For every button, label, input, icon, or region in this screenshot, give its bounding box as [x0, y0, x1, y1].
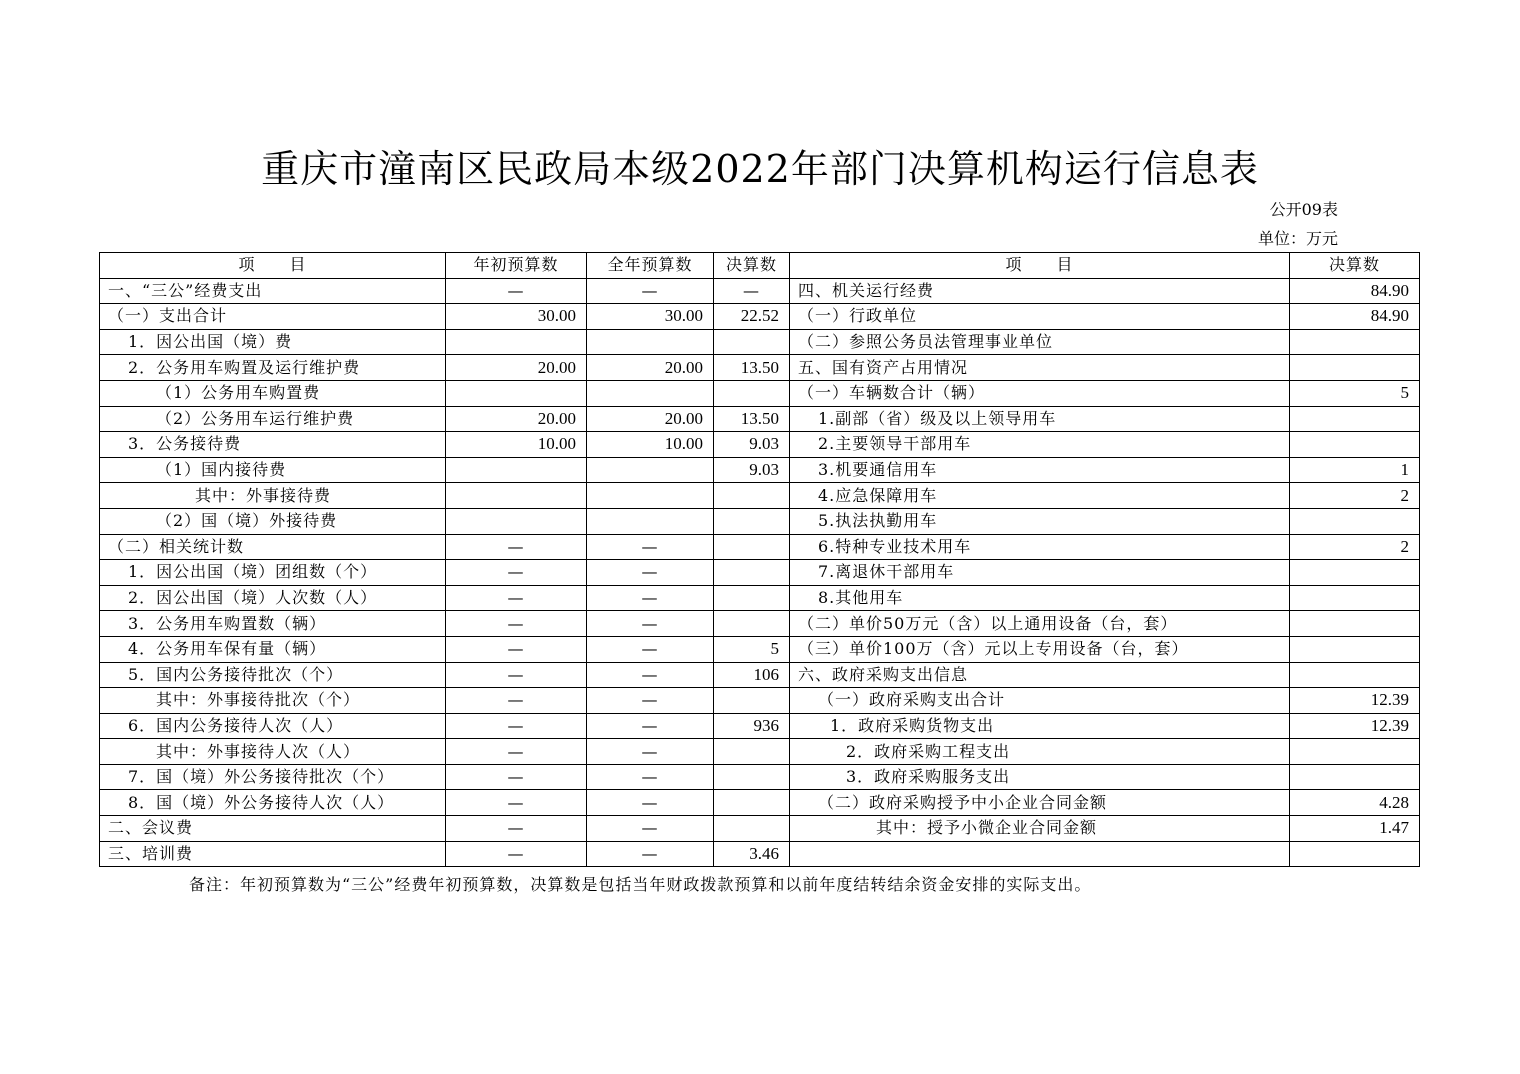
row-item-right: 2．政府采购工程支出: [790, 739, 1290, 765]
table-row: [100, 329, 1420, 355]
row-final: [714, 816, 790, 842]
table-row: [100, 790, 1420, 816]
row-budget-full: —: [587, 636, 714, 662]
row-item-right: 6.特种专业技术用车: [790, 534, 1290, 560]
header-budget-initial: 年初预算数: [446, 253, 587, 279]
row-budget-full: [587, 508, 714, 534]
row-final: [714, 483, 790, 509]
row-budget-initial: —: [446, 611, 587, 637]
row-budget-initial: 20.00: [446, 406, 587, 432]
row-budget-full: —: [587, 611, 714, 637]
table-row: [100, 508, 1420, 534]
table-row: [100, 739, 1420, 765]
row-item-left: 7．国（境）外公务接待批次（个）: [100, 764, 446, 790]
row-final-right: 12.39: [1290, 688, 1420, 714]
table-row: [100, 636, 1420, 662]
row-item-right: 3．政府采购服务支出: [790, 764, 1290, 790]
row-final-right: 2: [1290, 534, 1420, 560]
row-final: 9.03: [714, 432, 790, 458]
row-item-left: 一、“三公”经费支出: [100, 278, 446, 304]
row-item-right: （一）车辆数合计（辆）: [790, 380, 1290, 406]
table-row: [100, 355, 1420, 381]
row-item-right: （二）单价50万元（含）以上通用设备（台，套）: [790, 611, 1290, 637]
row-final: [714, 764, 790, 790]
row-final: [714, 329, 790, 355]
row-budget-initial: [446, 508, 587, 534]
row-budget-initial: —: [446, 713, 587, 739]
row-item-left: （1）国内接待费: [100, 457, 446, 483]
row-final: 22.52: [714, 304, 790, 330]
row-item-left: （2）国（境）外接待费: [100, 508, 446, 534]
row-final: 936: [714, 713, 790, 739]
row-budget-initial: [446, 483, 587, 509]
row-item-right: [790, 841, 1290, 867]
table-row: [100, 662, 1420, 688]
row-item-right: 1．政府采购货物支出: [790, 713, 1290, 739]
row-item-right: 2.主要领导干部用车: [790, 432, 1290, 458]
row-final: [714, 739, 790, 765]
row-item-left: 3．公务用车购置数（辆）: [100, 611, 446, 637]
row-final-right: [1290, 560, 1420, 586]
row-item-right: （一）政府采购支出合计: [790, 688, 1290, 714]
row-final: [714, 585, 790, 611]
row-item-left: 其中：外事接待费: [100, 483, 446, 509]
row-item-left: （2）公务用车运行维护费: [100, 406, 446, 432]
table-number: 公开09表: [1269, 200, 1338, 219]
row-budget-full: 20.00: [587, 355, 714, 381]
row-final-right: [1290, 508, 1420, 534]
row-item-right: 8.其他用车: [790, 585, 1290, 611]
row-budget-full: —: [587, 534, 714, 560]
row-final-right: 4.28: [1290, 790, 1420, 816]
row-budget-full: —: [587, 662, 714, 688]
row-item-right: 3.机要通信用车: [790, 457, 1290, 483]
row-budget-initial: —: [446, 816, 587, 842]
row-item-left: 2．公务用车购置及运行维护费: [100, 355, 446, 381]
row-final-right: [1290, 585, 1420, 611]
row-final-right: [1290, 662, 1420, 688]
header-final-right: 决算数: [1290, 253, 1420, 279]
row-item-left: 6．国内公务接待人次（人）: [100, 713, 446, 739]
row-budget-full: [587, 457, 714, 483]
row-item-right: 1.副部（省）级及以上领导用车: [790, 406, 1290, 432]
row-item-right: 四、机关运行经费: [790, 278, 1290, 304]
footnote: 备注：年初预算数为“三公”经费年初预算数，决算数是包括当年财政拨款预算和以前年度结转结余资金安排的实际支出。: [189, 875, 1092, 894]
row-budget-initial: —: [446, 534, 587, 560]
row-budget-full: [587, 380, 714, 406]
row-final: [714, 560, 790, 586]
row-item-left: 二、会议费: [100, 816, 446, 842]
row-final-right: 12.39: [1290, 713, 1420, 739]
table-row: [100, 534, 1420, 560]
row-budget-initial: 20.00: [446, 355, 587, 381]
row-final-right: 84.90: [1290, 304, 1420, 330]
header-budget-full: 全年预算数: [587, 253, 714, 279]
row-item-right: 7.离退休干部用车: [790, 560, 1290, 586]
row-budget-initial: —: [446, 662, 587, 688]
row-budget-full: —: [587, 713, 714, 739]
row-item-left: 8．国（境）外公务接待人次（人）: [100, 790, 446, 816]
row-budget-initial: —: [446, 278, 587, 304]
table-row: [100, 611, 1420, 637]
row-budget-full: —: [587, 764, 714, 790]
table-row: [100, 380, 1420, 406]
row-final: 9.03: [714, 457, 790, 483]
row-item-left: 4．公务用车保有量（辆）: [100, 636, 446, 662]
row-budget-initial: [446, 329, 587, 355]
row-budget-full: —: [587, 585, 714, 611]
row-item-right: 5.执法执勤用车: [790, 508, 1290, 534]
row-item-right: 五、国有资产占用情况: [790, 355, 1290, 381]
row-final-right: 5: [1290, 380, 1420, 406]
row-budget-full: 30.00: [587, 304, 714, 330]
row-final: 106: [714, 662, 790, 688]
row-final-right: [1290, 432, 1420, 458]
table-row: [100, 432, 1420, 458]
header-item-right: 项 目: [790, 253, 1290, 279]
row-budget-initial: —: [446, 688, 587, 714]
row-final: 5: [714, 636, 790, 662]
table-row: [100, 406, 1420, 432]
row-budget-full: —: [587, 790, 714, 816]
table-row: [100, 560, 1420, 586]
row-budget-full: 10.00: [587, 432, 714, 458]
row-final: [714, 790, 790, 816]
row-budget-initial: —: [446, 585, 587, 611]
table-row: [100, 278, 1420, 304]
row-item-left: 1．因公出国（境）团组数（个）: [100, 560, 446, 586]
row-item-left: 三、培训费: [100, 841, 446, 867]
row-final: [714, 688, 790, 714]
row-budget-full: —: [587, 816, 714, 842]
row-budget-initial: —: [446, 739, 587, 765]
row-final-right: [1290, 764, 1420, 790]
row-item-right: （一）行政单位: [790, 304, 1290, 330]
row-budget-full: 20.00: [587, 406, 714, 432]
budget-table: [99, 252, 1420, 867]
table-row: [100, 841, 1420, 867]
row-item-left: 5．国内公务接待批次（个）: [100, 662, 446, 688]
table-row: [100, 816, 1420, 842]
row-item-right: （二）政府采购授予中小企业合同金额: [790, 790, 1290, 816]
row-final-right: 84.90: [1290, 278, 1420, 304]
table-row: [100, 483, 1420, 509]
header-item: 项 目: [100, 253, 446, 279]
row-final-right: [1290, 355, 1420, 381]
row-budget-full: —: [587, 739, 714, 765]
row-budget-initial: 30.00: [446, 304, 587, 330]
row-final: [714, 508, 790, 534]
row-budget-initial: —: [446, 790, 587, 816]
row-budget-initial: —: [446, 764, 587, 790]
row-item-left: 其中：外事接待人次（人）: [100, 739, 446, 765]
row-final: —: [714, 278, 790, 304]
row-item-left: 1．因公出国（境）费: [100, 329, 446, 355]
row-final-right: [1290, 841, 1420, 867]
row-budget-full: —: [587, 560, 714, 586]
row-item-right: 其中：授予小微企业合同金额: [790, 816, 1290, 842]
table-row: [100, 585, 1420, 611]
row-final-right: [1290, 329, 1420, 355]
row-budget-full: [587, 483, 714, 509]
table-header-row: [100, 253, 1420, 279]
row-final-right: 2: [1290, 483, 1420, 509]
row-item-right: 六、政府采购支出信息: [790, 662, 1290, 688]
row-item-right: 4.应急保障用车: [790, 483, 1290, 509]
row-final: 13.50: [714, 355, 790, 381]
row-budget-initial: —: [446, 841, 587, 867]
row-item-left: 其中：外事接待批次（个）: [100, 688, 446, 714]
table-row: [100, 457, 1420, 483]
row-final-right: 1.47: [1290, 816, 1420, 842]
table-row: [100, 688, 1420, 714]
page-title: 重庆市潼南区民政局本级2022年部门决算机构运行信息表: [261, 147, 1259, 191]
row-final-right: 1: [1290, 457, 1420, 483]
row-item-right: （二）参照公务员法管理事业单位: [790, 329, 1290, 355]
row-budget-initial: —: [446, 636, 587, 662]
row-budget-full: —: [587, 841, 714, 867]
row-final: [714, 611, 790, 637]
row-final-right: [1290, 611, 1420, 637]
unit-label: 单位：万元: [1257, 229, 1338, 248]
row-item-right: （三）单价100万（含）元以上专用设备（台，套）: [790, 636, 1290, 662]
row-item-left: 2．因公出国（境）人次数（人）: [100, 585, 446, 611]
row-budget-initial: [446, 380, 587, 406]
row-final: [714, 534, 790, 560]
row-budget-initial: —: [446, 560, 587, 586]
table-row: [100, 764, 1420, 790]
row-final-right: [1290, 636, 1420, 662]
header-final: 决算数: [714, 253, 790, 279]
budget-table-body: [100, 253, 1420, 867]
table-row: [100, 713, 1420, 739]
row-item-left: （二）相关统计数: [100, 534, 446, 560]
row-final: 13.50: [714, 406, 790, 432]
table-row: [100, 304, 1420, 330]
row-final: 3.46: [714, 841, 790, 867]
row-budget-full: [587, 329, 714, 355]
row-budget-initial: 10.00: [446, 432, 587, 458]
row-budget-full: —: [587, 688, 714, 714]
row-item-left: （一）支出合计: [100, 304, 446, 330]
row-final: [714, 380, 790, 406]
row-budget-full: —: [587, 278, 714, 304]
row-item-left: （1）公务用车购置费: [100, 380, 446, 406]
row-final-right: [1290, 406, 1420, 432]
row-final-right: [1290, 739, 1420, 765]
row-item-left: 3．公务接待费: [100, 432, 446, 458]
row-budget-initial: [446, 457, 587, 483]
